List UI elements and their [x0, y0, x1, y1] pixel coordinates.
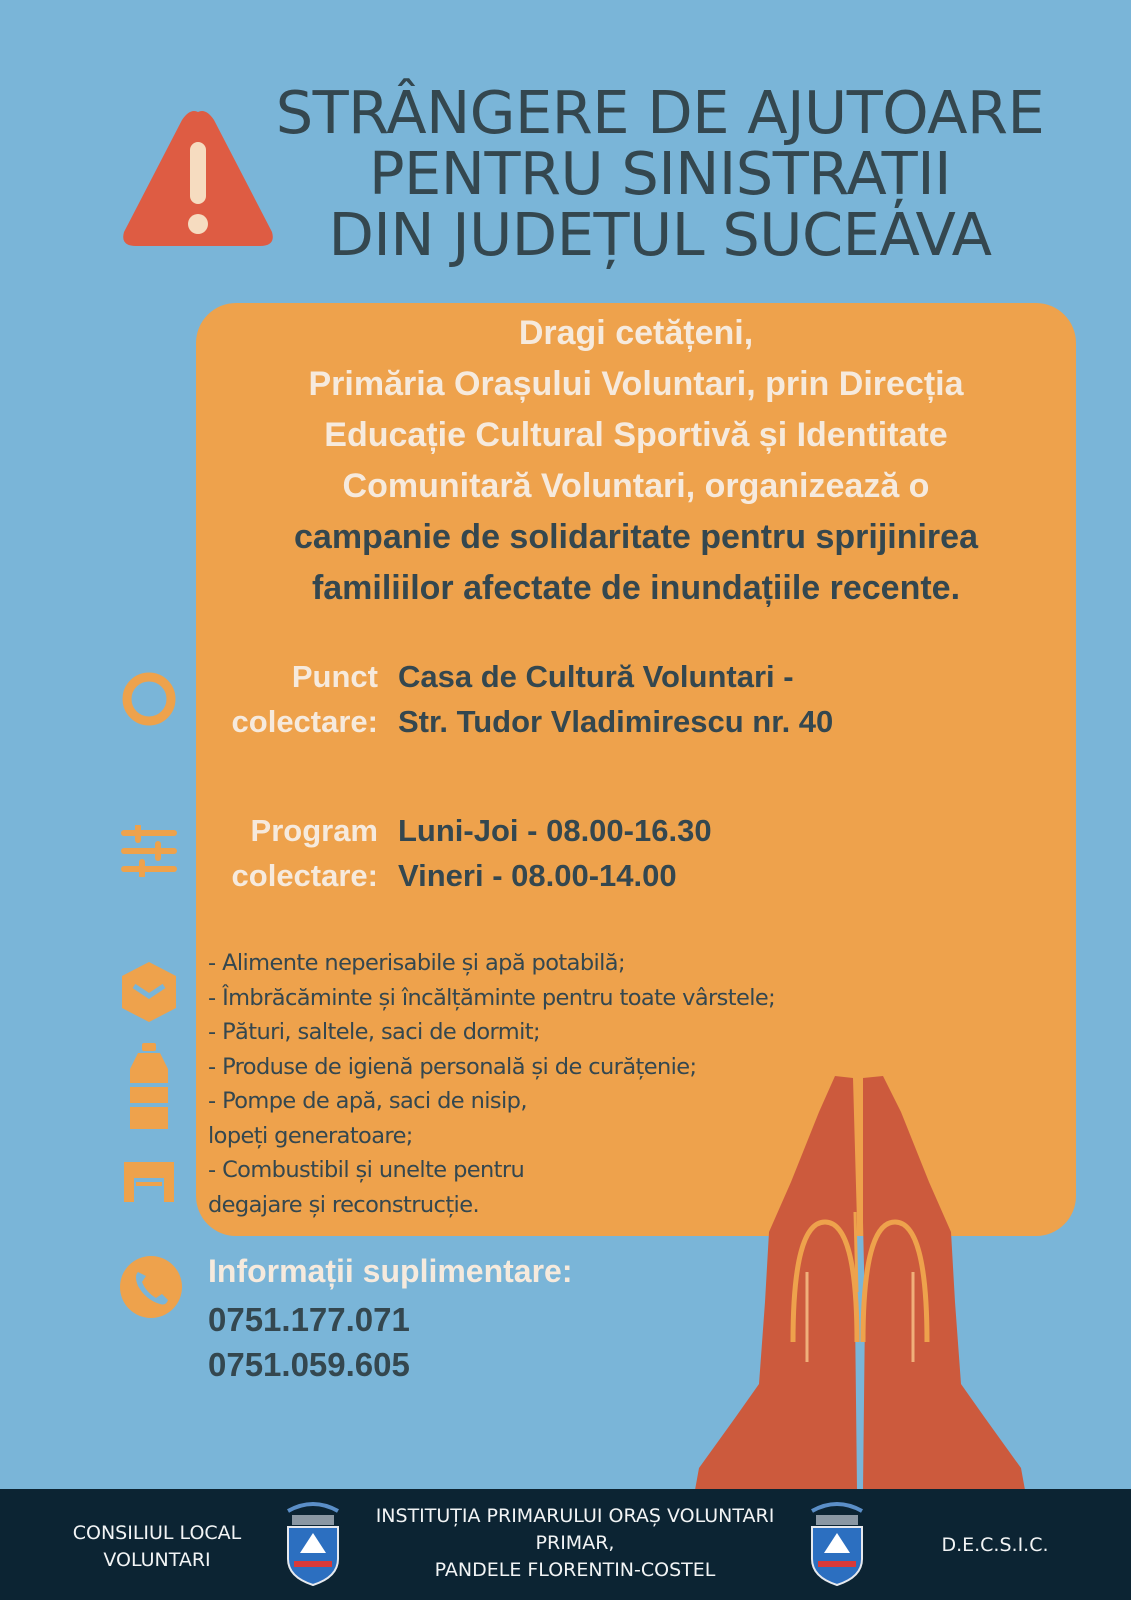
footer-council-line-2: VOLUNTARI	[103, 1549, 211, 1571]
intro-line-1: Dragi cetățeni,	[518, 314, 754, 352]
schedule-label-line-2: colectare:	[231, 858, 378, 893]
donation-items-list	[208, 946, 775, 1222]
footer-mayor-name: PANDELE FLORENTIN-COSTEL	[434, 1559, 716, 1581]
list-item: - Pături, saltele, saci de dormit;	[208, 1019, 540, 1045]
box-icon	[120, 960, 178, 1024]
collection-point-value	[398, 654, 833, 744]
title-line-3: DIN JUDEȚUL SUCEAVA	[328, 200, 992, 269]
location-ring-icon	[120, 670, 178, 728]
schedule-weekdays: Luni-Joi - 08.00-16.30	[398, 813, 712, 848]
phone-number-1[interactable]: 0751.177.071	[208, 1301, 410, 1338]
collection-point-label	[193, 654, 378, 744]
list-item: - Pompe de apă, saci de nisip,	[208, 1088, 527, 1114]
schedule-sliders-icon	[120, 825, 178, 877]
collection-point-label-line-2: colectare:	[231, 704, 378, 739]
intro-line-4: Comunitară Voluntari, organizează o	[342, 467, 930, 505]
intro-line-3: Educație Cultural Sportivă și Identitate	[324, 416, 948, 454]
schedule-label	[193, 808, 378, 898]
bottle-icon	[126, 1043, 172, 1131]
title-line-1: STRÂNGERE DE AJUTOARE	[275, 78, 1045, 147]
list-item: - Alimente neperisabile și apă potabilă;	[208, 950, 625, 976]
list-item: - Produse de igienă personală și de curățenie;	[208, 1053, 697, 1080]
list-item: - Combustibil și unelte pentru	[208, 1157, 525, 1183]
title-line-2: PENTRU SINISTRAȚII	[368, 139, 952, 208]
intro-text	[205, 308, 1067, 614]
voluntari-crest-icon	[282, 1497, 344, 1587]
info-title: Informații suplimentare:	[208, 1253, 573, 1289]
intro-line-5: campanie de solidaritate pentru sprijinirea	[294, 518, 978, 556]
clothing-icon	[120, 1158, 178, 1206]
footer-council-line-1: CONSILIUL LOCAL	[72, 1522, 242, 1544]
footer-institution: INSTITUȚIA PRIMARULUI ORAȘ VOLUNTARI	[375, 1505, 775, 1527]
footer-council	[52, 1520, 262, 1574]
schedule-label-line-1: Program	[250, 813, 378, 848]
footer-mayor-institution	[365, 1503, 785, 1584]
collection-point-label-line-1: Punct	[291, 659, 378, 694]
collection-point-address-1: Casa de Cultură Voluntari -	[398, 659, 794, 694]
phone-icon	[118, 1254, 184, 1320]
collection-point-address-2: Str. Tudor Vladimirescu nr. 40	[398, 704, 834, 739]
phone-number-2[interactable]: 0751.059.605	[208, 1346, 410, 1383]
footer-decsic: D.E.C.S.I.C.	[941, 1534, 1049, 1556]
intro-line-2: Primăria Orașului Voluntari, prin Direcția	[308, 365, 964, 403]
footer-mayor-title: PRIMAR,	[535, 1532, 615, 1554]
list-item: - Îmbrăcăminte și încălțăminte pentru toate vârstele;	[208, 984, 776, 1011]
list-item: lopeți generatoare;	[208, 1122, 413, 1149]
voluntari-crest-icon	[806, 1497, 868, 1587]
page-title	[245, 78, 1075, 269]
schedule-friday: Vineri - 08.00-14.00	[398, 858, 677, 893]
schedule-value	[398, 808, 712, 898]
list-item: degajare și reconstrucție.	[208, 1191, 480, 1218]
intro-line-6: familiilor afectate de inundațiile recente.	[311, 569, 961, 607]
